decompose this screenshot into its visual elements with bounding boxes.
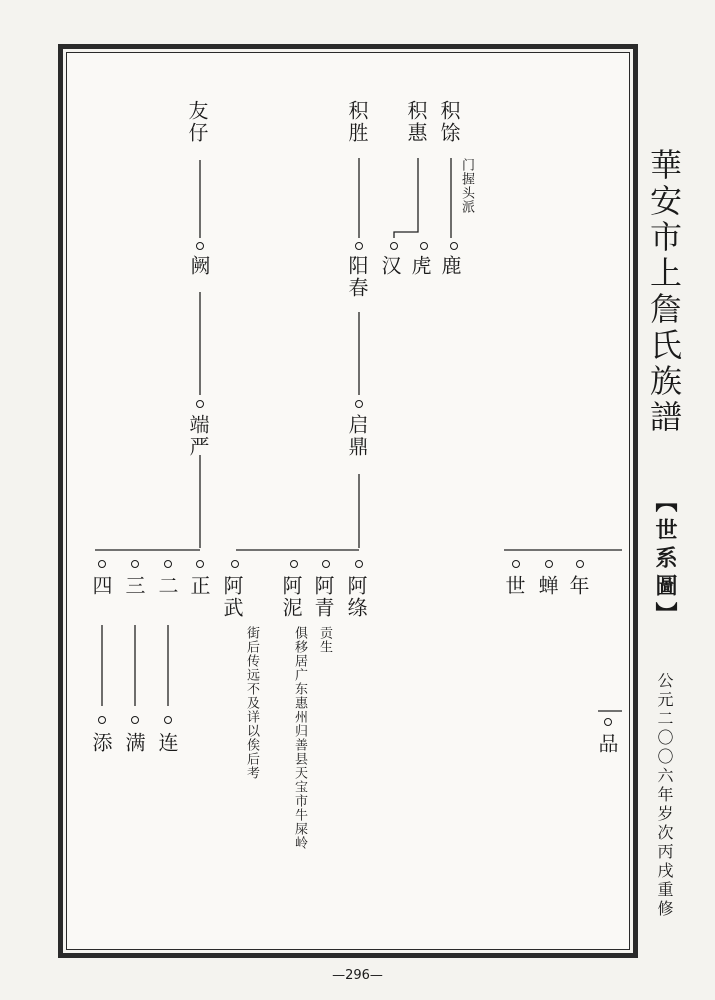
note-migration: 俱移居广东惠州归善县天宝市牛屎岭 — [292, 626, 307, 850]
page-number: —296— — [332, 968, 383, 983]
book-title: 華安市上詹氏族譜 — [645, 148, 683, 436]
node-dot — [98, 716, 106, 724]
node-dot — [231, 560, 239, 568]
node-dot — [196, 400, 204, 408]
name-er: 二 — [155, 575, 179, 597]
node-dot — [355, 400, 363, 408]
name-hu: 虎 — [408, 255, 432, 277]
node-dot — [576, 560, 584, 568]
name-ji-sheng: 积胜 — [345, 100, 369, 144]
node-dot — [131, 560, 139, 568]
name-san: 三 — [122, 575, 146, 597]
name-a-qing: 阿青 — [311, 575, 335, 619]
node-dot — [164, 560, 172, 568]
node-dot — [512, 560, 520, 568]
name-you-zai: 友仔 — [185, 100, 209, 144]
note-lineage: 街后传远不及详以俟后考 — [244, 626, 259, 780]
name-a-wu: 阿武 — [220, 575, 244, 619]
node-dot — [355, 242, 363, 250]
node-dot — [164, 716, 172, 724]
name-que: 阙 — [187, 255, 211, 277]
name-a-ni: 阿泥 — [279, 575, 303, 619]
node-dot — [98, 560, 106, 568]
name-lu: 鹿 — [438, 255, 462, 277]
name-ji-yu: 积馀 — [437, 100, 461, 144]
name-han: 汉 — [378, 255, 402, 277]
name-qi-ding: 启鼎 — [345, 414, 369, 458]
name-si: 四 — [89, 575, 113, 597]
header-nian: 年 — [566, 575, 590, 597]
name-zheng: 正 — [187, 575, 211, 597]
note-gong-sheng: 贡生 — [316, 626, 332, 654]
revision-note: 公元二〇〇六年岁次丙戌重修 — [655, 672, 674, 919]
node-dot — [355, 560, 363, 568]
name-man: 满 — [122, 732, 146, 754]
node-dot — [390, 242, 398, 250]
name-duan-yan: 端严 — [186, 414, 210, 458]
node-dot — [196, 242, 204, 250]
node-dot — [322, 560, 330, 568]
name-a-tao: 阿绦 — [344, 575, 368, 619]
node-dot — [290, 560, 298, 568]
node-dot — [450, 242, 458, 250]
name-lian: 连 — [155, 732, 179, 754]
name-tian: 添 — [89, 732, 113, 754]
name-ji-hui: 积惠 — [404, 100, 428, 144]
header-pin: 品 — [595, 733, 619, 755]
name-yang-chun: 阳春 — [345, 255, 369, 299]
node-dot — [196, 560, 204, 568]
node-dot — [545, 560, 553, 568]
section-label: 【世系圖】 — [652, 490, 678, 630]
node-dot — [131, 716, 139, 724]
header-shi: 世 — [502, 575, 526, 597]
node-dot — [420, 242, 428, 250]
header-chan: 蝉 — [535, 575, 559, 597]
note-men-wo-tou-pai: 门握头派 — [458, 158, 474, 214]
node-dot — [604, 718, 612, 726]
